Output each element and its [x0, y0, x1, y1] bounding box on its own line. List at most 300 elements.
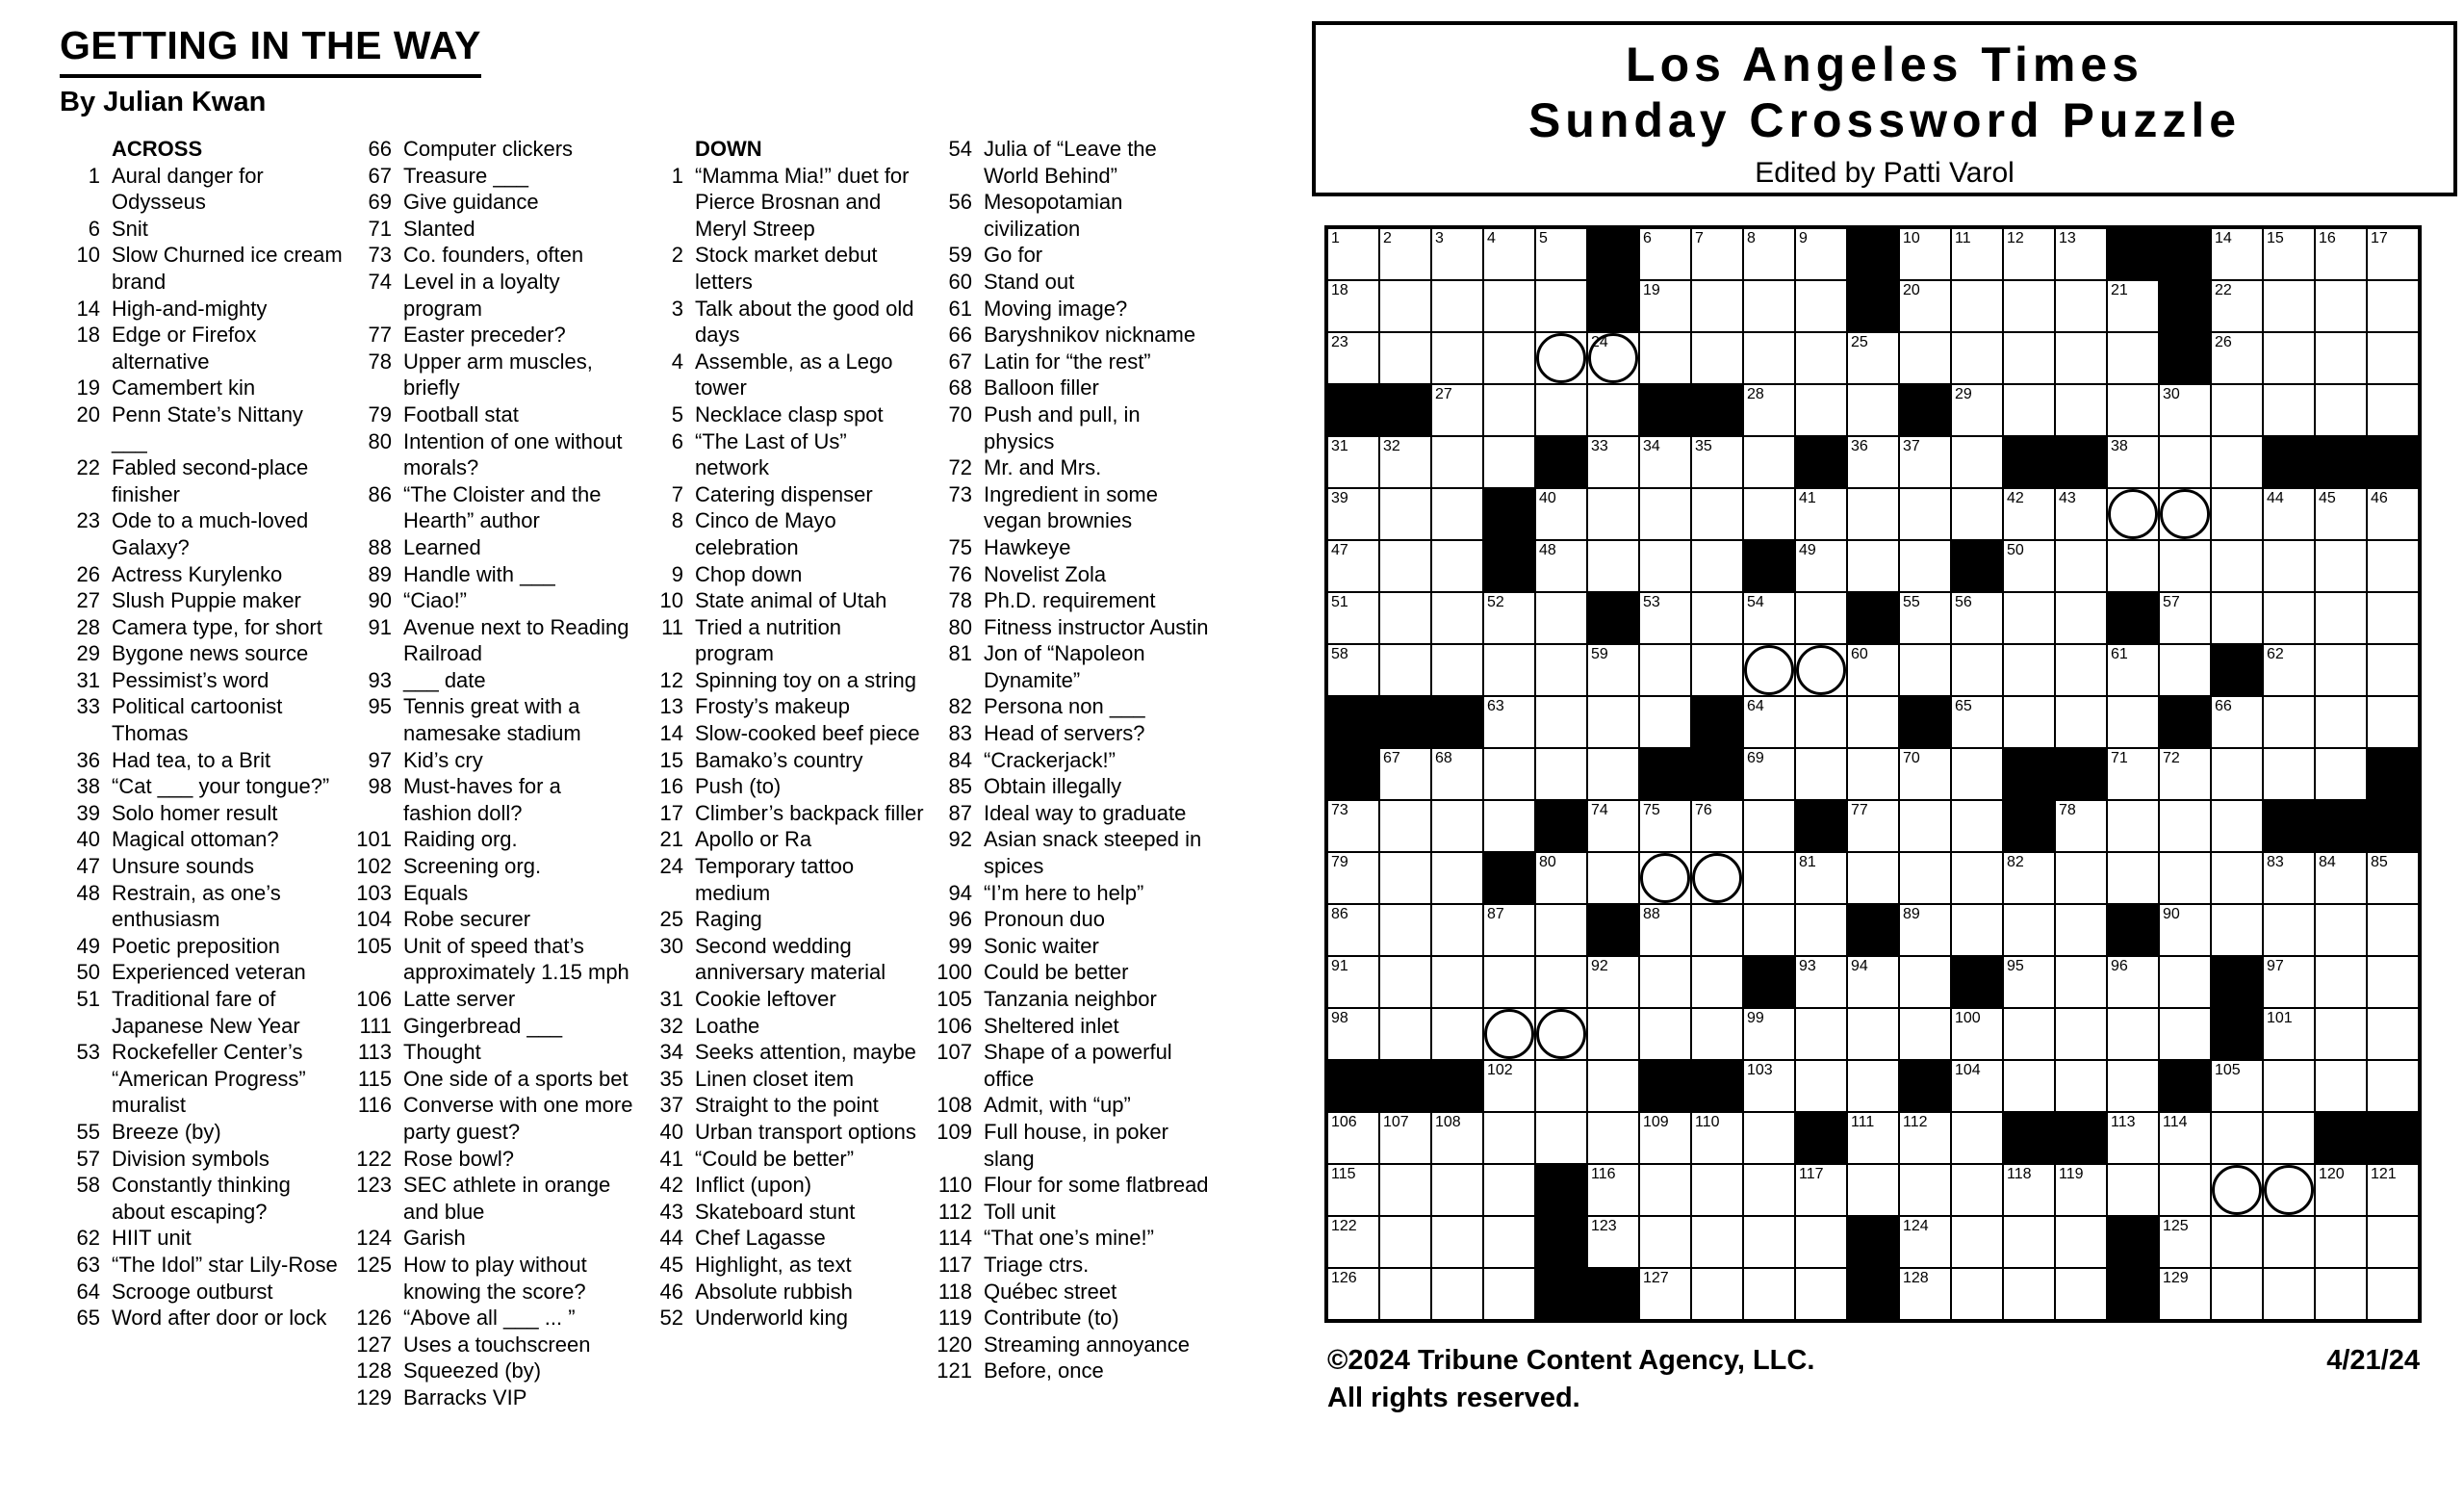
grid-cell[interactable]: [1951, 1008, 2003, 1060]
grid-cell[interactable]: [2263, 592, 2315, 644]
grid-cell[interactable]: [1535, 592, 1587, 644]
grid-cell[interactable]: [1795, 1008, 1847, 1060]
grid-cell[interactable]: [1327, 644, 1379, 696]
grid-cell[interactable]: [2315, 1164, 2367, 1216]
grid-cell[interactable]: [1379, 852, 1431, 904]
grid-cell[interactable]: [1691, 436, 1743, 488]
grid-cell[interactable]: [1431, 228, 1483, 280]
grid-cell[interactable]: [1951, 1216, 2003, 1268]
grid-cell[interactable]: [1743, 384, 1795, 436]
grid-cell[interactable]: [2315, 696, 2367, 748]
grid-cell[interactable]: [1639, 592, 1691, 644]
grid-cell[interactable]: [1899, 1164, 1951, 1216]
grid-cell[interactable]: [2263, 1268, 2315, 1320]
grid-cell[interactable]: [1899, 852, 1951, 904]
grid-cell[interactable]: [1691, 1216, 1743, 1268]
grid-cell[interactable]: [2263, 1112, 2315, 1164]
grid-cell[interactable]: [1847, 644, 1899, 696]
grid-cell[interactable]: [1951, 592, 2003, 644]
grid-cell[interactable]: [1691, 852, 1743, 904]
grid-cell[interactable]: [2055, 1164, 2107, 1216]
grid-cell[interactable]: [1535, 956, 1587, 1008]
grid-cell[interactable]: [2159, 1268, 2211, 1320]
grid-cell[interactable]: [1483, 1216, 1535, 1268]
grid-cell[interactable]: [1639, 1268, 1691, 1320]
grid-cell[interactable]: [1743, 592, 1795, 644]
grid-cell[interactable]: [2263, 540, 2315, 592]
grid-cell[interactable]: [2263, 488, 2315, 540]
grid-cell[interactable]: [2159, 852, 2211, 904]
grid-cell[interactable]: [1743, 228, 1795, 280]
grid-cell[interactable]: [2107, 644, 2159, 696]
grid-cell[interactable]: [1743, 488, 1795, 540]
grid-cell[interactable]: [1847, 384, 1899, 436]
grid-cell[interactable]: [2367, 1216, 2419, 1268]
grid-cell[interactable]: [1899, 800, 1951, 852]
grid-cell[interactable]: [1795, 904, 1847, 956]
grid-cell[interactable]: [1899, 1268, 1951, 1320]
grid-cell[interactable]: [2211, 228, 2263, 280]
grid-cell[interactable]: [1431, 592, 1483, 644]
grid-cell[interactable]: [2055, 592, 2107, 644]
grid-cell[interactable]: [1795, 644, 1847, 696]
grid-cell[interactable]: [2367, 592, 2419, 644]
grid-cell[interactable]: [1587, 696, 1639, 748]
grid-cell[interactable]: [2003, 1060, 2055, 1112]
grid-cell[interactable]: [1951, 488, 2003, 540]
grid-cell[interactable]: [2315, 1060, 2367, 1112]
grid-cell[interactable]: [1795, 748, 1847, 800]
grid-cell[interactable]: [1327, 1008, 1379, 1060]
grid-cell[interactable]: [1587, 384, 1639, 436]
grid-cell[interactable]: [2263, 696, 2315, 748]
grid-cell[interactable]: [2263, 1008, 2315, 1060]
grid-cell[interactable]: [2367, 228, 2419, 280]
grid-cell[interactable]: [2367, 332, 2419, 384]
grid-cell[interactable]: [2159, 800, 2211, 852]
grid-cell[interactable]: [1951, 384, 2003, 436]
grid-cell[interactable]: [2159, 904, 2211, 956]
grid-cell[interactable]: [1431, 644, 1483, 696]
grid-cell[interactable]: [1379, 956, 1431, 1008]
grid-cell[interactable]: [1639, 852, 1691, 904]
grid-cell[interactable]: [1951, 696, 2003, 748]
grid-cell[interactable]: [2263, 1216, 2315, 1268]
grid-cell[interactable]: [2055, 852, 2107, 904]
grid-cell[interactable]: [1899, 956, 1951, 1008]
grid-cell[interactable]: [1795, 228, 1847, 280]
grid-cell[interactable]: [1847, 488, 1899, 540]
grid-cell[interactable]: [1691, 1268, 1743, 1320]
grid-cell[interactable]: [1951, 280, 2003, 332]
grid-cell[interactable]: [2367, 1164, 2419, 1216]
grid-cell[interactable]: [2367, 1268, 2419, 1320]
grid-cell[interactable]: [2159, 644, 2211, 696]
grid-cell[interactable]: [1431, 904, 1483, 956]
grid-cell[interactable]: [1587, 1060, 1639, 1112]
grid-cell[interactable]: [2055, 540, 2107, 592]
grid-cell[interactable]: [2159, 436, 2211, 488]
grid-cell[interactable]: [2055, 1268, 2107, 1320]
grid-cell[interactable]: [1483, 956, 1535, 1008]
grid-cell[interactable]: [1847, 1112, 1899, 1164]
grid-cell[interactable]: [2159, 384, 2211, 436]
grid-cell[interactable]: [1379, 1216, 1431, 1268]
grid-cell[interactable]: [2107, 540, 2159, 592]
grid-cell[interactable]: [1327, 540, 1379, 592]
grid-cell[interactable]: [1951, 228, 2003, 280]
grid-cell[interactable]: [2211, 332, 2263, 384]
grid-cell[interactable]: [2107, 280, 2159, 332]
grid-cell[interactable]: [1691, 280, 1743, 332]
grid-cell[interactable]: [2211, 748, 2263, 800]
grid-cell[interactable]: [2211, 436, 2263, 488]
grid-cell[interactable]: [1795, 1164, 1847, 1216]
grid-cell[interactable]: [2003, 1216, 2055, 1268]
grid-cell[interactable]: [1483, 384, 1535, 436]
grid-cell[interactable]: [1795, 592, 1847, 644]
grid-cell[interactable]: [1951, 1060, 2003, 1112]
grid-cell[interactable]: [1431, 800, 1483, 852]
grid-cell[interactable]: [1795, 956, 1847, 1008]
grid-cell[interactable]: [1743, 904, 1795, 956]
grid-cell[interactable]: [1847, 800, 1899, 852]
grid-cell[interactable]: [1691, 1112, 1743, 1164]
grid-cell[interactable]: [1743, 800, 1795, 852]
grid-cell[interactable]: [1899, 540, 1951, 592]
grid-cell[interactable]: [1483, 1268, 1535, 1320]
grid-cell[interactable]: [2315, 748, 2367, 800]
grid-cell[interactable]: [1483, 592, 1535, 644]
grid-cell[interactable]: [1639, 228, 1691, 280]
grid-cell[interactable]: [2211, 1060, 2263, 1112]
grid-cell[interactable]: [2367, 956, 2419, 1008]
grid-cell[interactable]: [1587, 956, 1639, 1008]
grid-cell[interactable]: [1899, 1008, 1951, 1060]
grid-cell[interactable]: [2055, 904, 2107, 956]
grid-cell[interactable]: [2211, 852, 2263, 904]
grid-cell[interactable]: [2367, 904, 2419, 956]
grid-cell[interactable]: [2107, 1060, 2159, 1112]
grid-cell[interactable]: [1587, 644, 1639, 696]
grid-cell[interactable]: [1431, 540, 1483, 592]
grid-cell[interactable]: [2003, 488, 2055, 540]
grid-cell[interactable]: [2315, 1216, 2367, 1268]
grid-cell[interactable]: [1639, 280, 1691, 332]
grid-cell[interactable]: [1795, 488, 1847, 540]
grid-cell[interactable]: [1743, 852, 1795, 904]
grid-cell[interactable]: [2367, 852, 2419, 904]
grid-cell[interactable]: [1431, 384, 1483, 436]
grid-cell[interactable]: [2263, 748, 2315, 800]
grid-cell[interactable]: [1639, 436, 1691, 488]
grid-cell[interactable]: [1691, 488, 1743, 540]
grid-cell[interactable]: [1587, 488, 1639, 540]
grid-cell[interactable]: [1587, 1112, 1639, 1164]
grid-cell[interactable]: [2107, 436, 2159, 488]
grid-cell[interactable]: [1899, 228, 1951, 280]
grid-cell[interactable]: [1743, 1164, 1795, 1216]
grid-cell[interactable]: [1379, 488, 1431, 540]
grid-cell[interactable]: [2107, 800, 2159, 852]
grid-cell[interactable]: [1587, 436, 1639, 488]
grid-cell[interactable]: [1795, 1268, 1847, 1320]
grid-cell[interactable]: [1327, 592, 1379, 644]
grid-cell[interactable]: [1535, 852, 1587, 904]
grid-cell[interactable]: [1639, 332, 1691, 384]
grid-cell[interactable]: [1795, 332, 1847, 384]
grid-cell[interactable]: [1327, 488, 1379, 540]
grid-cell[interactable]: [1691, 592, 1743, 644]
grid-cell[interactable]: [1899, 1216, 1951, 1268]
grid-cell[interactable]: [1431, 1112, 1483, 1164]
grid-cell[interactable]: [2211, 1216, 2263, 1268]
grid-cell[interactable]: [1847, 436, 1899, 488]
grid-cell[interactable]: [1587, 800, 1639, 852]
grid-cell[interactable]: [1535, 904, 1587, 956]
grid-cell[interactable]: [1483, 228, 1535, 280]
grid-cell[interactable]: [2055, 488, 2107, 540]
grid-cell[interactable]: [1847, 852, 1899, 904]
grid-cell[interactable]: [1483, 1008, 1535, 1060]
grid-cell[interactable]: [1431, 1216, 1483, 1268]
grid-cell[interactable]: [1743, 1216, 1795, 1268]
grid-cell[interactable]: [1899, 1112, 1951, 1164]
grid-cell[interactable]: [1899, 488, 1951, 540]
grid-cell[interactable]: [2211, 1268, 2263, 1320]
grid-cell[interactable]: [1899, 332, 1951, 384]
grid-cell[interactable]: [1795, 696, 1847, 748]
grid-cell[interactable]: [2107, 956, 2159, 1008]
grid-cell[interactable]: [1327, 852, 1379, 904]
grid-cell[interactable]: [1483, 696, 1535, 748]
grid-cell[interactable]: [1795, 384, 1847, 436]
grid-cell[interactable]: [1847, 696, 1899, 748]
grid-cell[interactable]: [2055, 332, 2107, 384]
grid-cell[interactable]: [1327, 1268, 1379, 1320]
grid-cell[interactable]: [1639, 800, 1691, 852]
grid-cell[interactable]: [1327, 436, 1379, 488]
grid-cell[interactable]: [1379, 280, 1431, 332]
grid-cell[interactable]: [2315, 852, 2367, 904]
grid-cell[interactable]: [2315, 644, 2367, 696]
grid-cell[interactable]: [2367, 696, 2419, 748]
grid-cell[interactable]: [1379, 436, 1431, 488]
grid-cell[interactable]: [1743, 748, 1795, 800]
grid-cell[interactable]: [1535, 1008, 1587, 1060]
grid-cell[interactable]: [1535, 384, 1587, 436]
grid-cell[interactable]: [1639, 904, 1691, 956]
grid-cell[interactable]: [1743, 1112, 1795, 1164]
grid-cell[interactable]: [2211, 540, 2263, 592]
grid-cell[interactable]: [1327, 956, 1379, 1008]
grid-cell[interactable]: [2107, 384, 2159, 436]
grid-cell[interactable]: [1847, 1008, 1899, 1060]
grid-cell[interactable]: [2367, 488, 2419, 540]
grid-cell[interactable]: [1327, 228, 1379, 280]
grid-cell[interactable]: [2263, 384, 2315, 436]
grid-cell[interactable]: [2315, 592, 2367, 644]
grid-cell[interactable]: [1691, 644, 1743, 696]
grid-cell[interactable]: [2263, 1060, 2315, 1112]
grid-cell[interactable]: [1535, 540, 1587, 592]
grid-cell[interactable]: [2367, 540, 2419, 592]
grid-cell[interactable]: [1639, 644, 1691, 696]
grid-cell[interactable]: [1535, 280, 1587, 332]
grid-cell[interactable]: [2107, 852, 2159, 904]
grid-cell[interactable]: [1587, 748, 1639, 800]
grid-cell[interactable]: [1639, 540, 1691, 592]
grid-cell[interactable]: [1743, 436, 1795, 488]
grid-cell[interactable]: [2315, 332, 2367, 384]
grid-cell[interactable]: [2159, 1216, 2211, 1268]
grid-cell[interactable]: [1327, 800, 1379, 852]
grid-cell[interactable]: [1379, 1164, 1431, 1216]
grid-cell[interactable]: [1587, 1008, 1639, 1060]
grid-cell[interactable]: [2107, 1008, 2159, 1060]
grid-cell[interactable]: [2211, 904, 2263, 956]
grid-cell[interactable]: [1379, 1112, 1431, 1164]
grid-cell[interactable]: [2003, 644, 2055, 696]
grid-cell[interactable]: [1431, 280, 1483, 332]
grid-cell[interactable]: [1483, 748, 1535, 800]
grid-cell[interactable]: [1691, 1164, 1743, 1216]
grid-cell[interactable]: [2055, 1008, 2107, 1060]
grid-cell[interactable]: [2315, 956, 2367, 1008]
grid-cell[interactable]: [2367, 384, 2419, 436]
grid-cell[interactable]: [1951, 436, 2003, 488]
grid-cell[interactable]: [1379, 644, 1431, 696]
grid-cell[interactable]: [1483, 800, 1535, 852]
grid-cell[interactable]: [1951, 852, 2003, 904]
grid-cell[interactable]: [1587, 1216, 1639, 1268]
grid-cell[interactable]: [2003, 904, 2055, 956]
grid-cell[interactable]: [1483, 280, 1535, 332]
grid-cell[interactable]: [1379, 904, 1431, 956]
grid-cell[interactable]: [1483, 644, 1535, 696]
grid-cell[interactable]: [2367, 1060, 2419, 1112]
grid-cell[interactable]: [1535, 1060, 1587, 1112]
grid-cell[interactable]: [1639, 1164, 1691, 1216]
grid-cell[interactable]: [2263, 644, 2315, 696]
grid-cell[interactable]: [1899, 644, 1951, 696]
grid-cell[interactable]: [1899, 592, 1951, 644]
grid-cell[interactable]: [2003, 1164, 2055, 1216]
grid-cell[interactable]: [1951, 800, 2003, 852]
grid-cell[interactable]: [1431, 852, 1483, 904]
grid-cell[interactable]: [2211, 1112, 2263, 1164]
grid-cell[interactable]: [2003, 384, 2055, 436]
grid-cell[interactable]: [1535, 748, 1587, 800]
grid-cell[interactable]: [2159, 540, 2211, 592]
grid-cell[interactable]: [2159, 592, 2211, 644]
grid-cell[interactable]: [2211, 1164, 2263, 1216]
grid-cell[interactable]: [1431, 488, 1483, 540]
grid-cell[interactable]: [2315, 384, 2367, 436]
grid-cell[interactable]: [1743, 1008, 1795, 1060]
grid-cell[interactable]: [1795, 1216, 1847, 1268]
grid-cell[interactable]: [2055, 1060, 2107, 1112]
grid-cell[interactable]: [1431, 1164, 1483, 1216]
grid-cell[interactable]: [1587, 540, 1639, 592]
grid-cell[interactable]: [1639, 1216, 1691, 1268]
grid-cell[interactable]: [1483, 332, 1535, 384]
grid-cell[interactable]: [2003, 956, 2055, 1008]
grid-cell[interactable]: [1587, 332, 1639, 384]
grid-cell[interactable]: [2211, 280, 2263, 332]
grid-cell[interactable]: [2315, 488, 2367, 540]
grid-cell[interactable]: [1743, 1268, 1795, 1320]
grid-cell[interactable]: [1327, 1164, 1379, 1216]
grid-cell[interactable]: [2263, 280, 2315, 332]
grid-cell[interactable]: [2263, 1164, 2315, 1216]
grid-cell[interactable]: [2107, 1164, 2159, 1216]
grid-cell[interactable]: [2159, 956, 2211, 1008]
grid-cell[interactable]: [2211, 384, 2263, 436]
grid-cell[interactable]: [1431, 436, 1483, 488]
grid-cell[interactable]: [1379, 540, 1431, 592]
grid-cell[interactable]: [2107, 1112, 2159, 1164]
grid-cell[interactable]: [1691, 332, 1743, 384]
grid-cell[interactable]: [1327, 904, 1379, 956]
grid-cell[interactable]: [2211, 800, 2263, 852]
grid-cell[interactable]: [2211, 696, 2263, 748]
grid-cell[interactable]: [1951, 1112, 2003, 1164]
grid-cell[interactable]: [1639, 488, 1691, 540]
grid-cell[interactable]: [1899, 280, 1951, 332]
grid-cell[interactable]: [1587, 852, 1639, 904]
grid-cell[interactable]: [2003, 540, 2055, 592]
grid-cell[interactable]: [1379, 228, 1431, 280]
grid-cell[interactable]: [1847, 332, 1899, 384]
grid-cell[interactable]: [2003, 592, 2055, 644]
grid-cell[interactable]: [2159, 1112, 2211, 1164]
grid-cell[interactable]: [1691, 956, 1743, 1008]
grid-cell[interactable]: [1951, 904, 2003, 956]
grid-cell[interactable]: [1327, 332, 1379, 384]
grid-cell[interactable]: [1743, 644, 1795, 696]
grid-cell[interactable]: [1795, 540, 1847, 592]
grid-cell[interactable]: [2003, 852, 2055, 904]
grid-cell[interactable]: [1535, 644, 1587, 696]
grid-cell[interactable]: [1639, 956, 1691, 1008]
grid-cell[interactable]: [1639, 1008, 1691, 1060]
grid-cell[interactable]: [1795, 1060, 1847, 1112]
grid-cell[interactable]: [2159, 748, 2211, 800]
grid-cell[interactable]: [1431, 332, 1483, 384]
grid-cell[interactable]: [2211, 488, 2263, 540]
grid-cell[interactable]: [1691, 1008, 1743, 1060]
grid-cell[interactable]: [1899, 436, 1951, 488]
grid-cell[interactable]: [2107, 332, 2159, 384]
grid-cell[interactable]: [1847, 956, 1899, 1008]
grid-cell[interactable]: [1483, 1112, 1535, 1164]
grid-cell[interactable]: [1691, 540, 1743, 592]
grid-cell[interactable]: [2367, 644, 2419, 696]
grid-cell[interactable]: [1691, 800, 1743, 852]
grid-cell[interactable]: [2263, 956, 2315, 1008]
grid-cell[interactable]: [2107, 488, 2159, 540]
grid-cell[interactable]: [1795, 280, 1847, 332]
grid-cell[interactable]: [1951, 644, 2003, 696]
grid-cell[interactable]: [2055, 228, 2107, 280]
grid-cell[interactable]: [2159, 488, 2211, 540]
grid-cell[interactable]: [2315, 228, 2367, 280]
grid-cell[interactable]: [1951, 1164, 2003, 1216]
grid-cell[interactable]: [1743, 332, 1795, 384]
grid-cell[interactable]: [1483, 904, 1535, 956]
grid-cell[interactable]: [2003, 1268, 2055, 1320]
